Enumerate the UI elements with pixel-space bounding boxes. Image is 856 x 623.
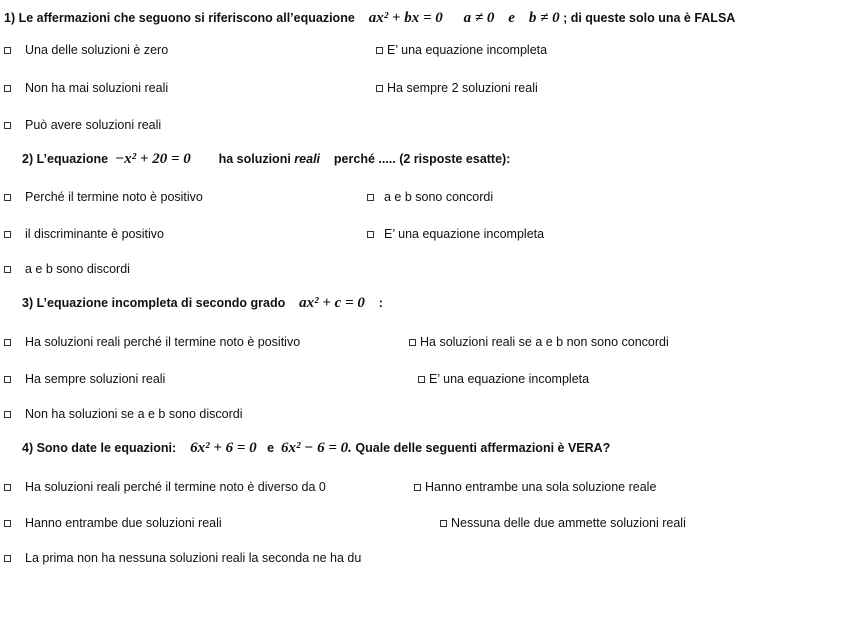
checkbox[interactable] xyxy=(4,266,11,273)
checkbox[interactable] xyxy=(4,122,11,129)
q3-suffix: : xyxy=(378,296,383,310)
q2-equation: −x² + 20 = 0 xyxy=(115,151,191,167)
q3-option[interactable]: Ha soluzioni reali perché il termine noto è positivo xyxy=(4,335,300,349)
q1-prefix: 1) Le affermazioni che seguono si riferiscono all’equazione xyxy=(4,11,355,25)
checkbox[interactable] xyxy=(376,47,383,54)
q2-option[interactable]: a e b sono concordi xyxy=(367,190,493,204)
q2-option[interactable]: Perché il termine noto è positivo xyxy=(4,190,203,204)
question-4-heading xyxy=(22,440,610,457)
checkbox[interactable] xyxy=(4,555,11,562)
q1-suffix: ; di queste solo una è FALSA xyxy=(563,11,736,25)
q4-option[interactable]: Hanno entrambe due soluzioni reali xyxy=(4,516,222,530)
q1-condition-and: e xyxy=(508,10,515,26)
checkbox[interactable] xyxy=(4,520,11,527)
q3-option[interactable]: Ha sempre soluzioni reali xyxy=(4,372,165,386)
q2-suffix: perché ..... (2 risposte esatte): xyxy=(333,152,511,166)
checkbox[interactable] xyxy=(414,484,421,491)
checkbox[interactable] xyxy=(4,411,11,418)
q1-option[interactable]: Non ha mai soluzioni reali xyxy=(4,81,168,95)
q4-suffix: Quale delle seguenti affermazioni è VERA? xyxy=(355,441,611,455)
q1-option[interactable]: Ha sempre 2 soluzioni reali xyxy=(376,81,538,95)
q3-equation: ax² + c = 0 xyxy=(299,295,365,311)
question-3-heading xyxy=(22,295,383,312)
checkbox[interactable] xyxy=(376,85,383,92)
q4-option[interactable]: La prima non ha nessuna soluzioni reali la seconda ne ha du xyxy=(4,551,361,565)
q3-option[interactable]: Non ha soluzioni se a e b sono discordi xyxy=(4,407,243,421)
q4-option[interactable]: Hanno entrambe una sola soluzione reale xyxy=(414,480,656,494)
checkbox[interactable] xyxy=(4,376,11,383)
question-1-heading xyxy=(4,10,735,27)
checkbox[interactable] xyxy=(4,85,11,92)
q3-option[interactable]: Ha soluzioni reali se a e b non sono concordi xyxy=(409,335,669,349)
q1-condition-a: a ≠ 0 xyxy=(463,10,495,26)
checkbox[interactable] xyxy=(4,339,11,346)
checkbox[interactable] xyxy=(440,520,447,527)
q1-equation: ax² + bx = 0 xyxy=(368,10,443,26)
q4-and: e xyxy=(267,441,275,455)
checkbox[interactable] xyxy=(4,194,11,201)
checkbox[interactable] xyxy=(367,231,374,238)
checkbox[interactable] xyxy=(4,231,11,238)
q4-prefix: 4) Sono date le equazioni: xyxy=(22,441,177,455)
checkbox[interactable] xyxy=(418,376,425,383)
q2-option[interactable]: a e b sono discordi xyxy=(4,262,130,276)
q2-prefix: 2) L’equazione xyxy=(22,152,109,166)
q1-option[interactable]: Può avere soluzioni reali xyxy=(4,118,161,132)
q2-option[interactable]: E’ una equazione incompleta xyxy=(367,227,544,241)
q4-option[interactable]: Nessuna delle due ammette soluzioni reali xyxy=(440,516,686,530)
question-2-heading xyxy=(22,151,510,168)
q4-equation-2: 6x² − 6 = 0. xyxy=(281,440,352,456)
q1-option[interactable]: Una delle soluzioni è zero xyxy=(4,43,168,57)
q2-reali: reali xyxy=(294,152,321,166)
checkbox[interactable] xyxy=(367,194,374,201)
checkbox[interactable] xyxy=(409,339,416,346)
q3-option[interactable]: E’ una equazione incompleta xyxy=(418,372,589,386)
checkbox[interactable] xyxy=(4,47,11,54)
q4-option[interactable]: Ha soluzioni reali perché il termine noto è diverso da 0 xyxy=(4,480,326,494)
q1-condition-b: b ≠ 0 xyxy=(528,10,560,26)
checkbox[interactable] xyxy=(4,484,11,491)
q2-option[interactable]: il discriminante è positivo xyxy=(4,227,164,241)
q3-prefix: 3) L’equazione incompleta di secondo grado xyxy=(22,296,286,310)
q4-equation-1: 6x² + 6 = 0 xyxy=(190,440,257,456)
q2-mid: ha soluzioni xyxy=(218,152,291,166)
q1-option[interactable]: E’ una equazione incompleta xyxy=(376,43,547,57)
